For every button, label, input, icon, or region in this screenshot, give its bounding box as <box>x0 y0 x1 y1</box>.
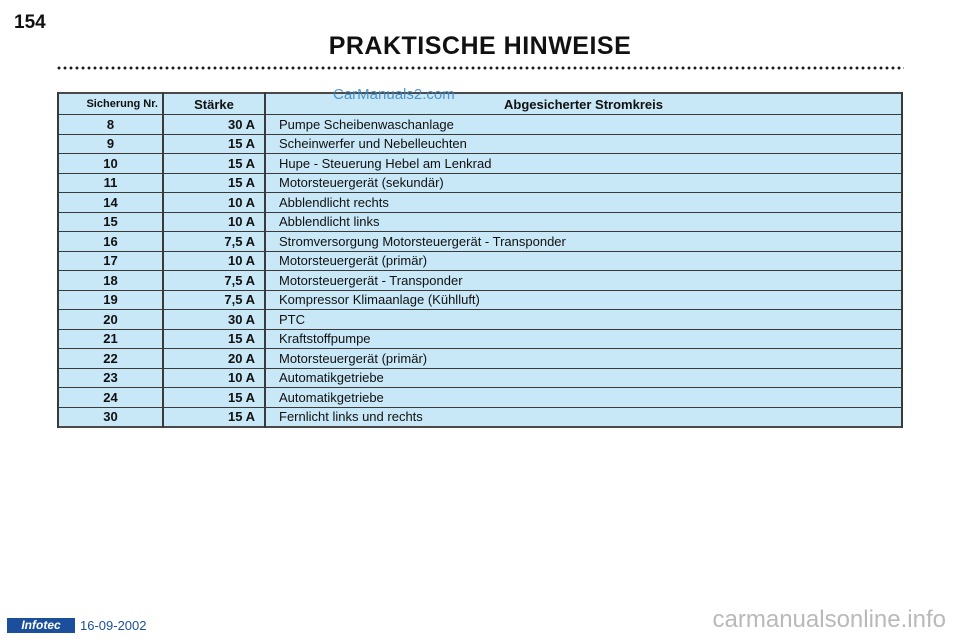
circuit-cell: Kompressor Klimaanlage (Kühlluft) <box>265 290 902 310</box>
amperage-cell: 30 A <box>163 115 265 135</box>
amperage-cell: 10 A <box>163 368 265 388</box>
fuse-nr-cell: 19 <box>58 290 163 310</box>
circuit-cell: Abblendlicht rechts <box>265 193 902 213</box>
header-amperage: Stärke <box>163 93 265 115</box>
fuse-nr-cell: 15 <box>58 212 163 232</box>
amperage-cell: 15 A <box>163 388 265 408</box>
circuit-cell: Motorsteuergerät (sekundär) <box>265 173 902 193</box>
amperage-cell: 7,5 A <box>163 232 265 252</box>
fuse-table-body <box>58 115 902 428</box>
fuse-nr-cell: 11 <box>58 173 163 193</box>
amperage-cell: 15 A <box>163 154 265 174</box>
amperage-cell: 7,5 A <box>163 290 265 310</box>
table-row <box>58 173 902 193</box>
amperage-cell: 15 A <box>163 173 265 193</box>
circuit-cell: Motorsteuergerät (primär) <box>265 349 902 369</box>
fuse-table <box>57 92 903 428</box>
page-title: PRAKTISCHE HINWEISE <box>328 32 632 60</box>
table-row <box>58 349 902 369</box>
table-row <box>58 310 902 330</box>
amperage-cell: 10 A <box>163 193 265 213</box>
table-row <box>58 388 902 408</box>
footer-date: 16-09-2002 <box>80 618 147 633</box>
watermark-bottom: carmanualsonline.info <box>712 606 946 633</box>
page-number: 154 <box>14 12 46 33</box>
circuit-cell: Motorsteuergerät - Transponder <box>265 271 902 291</box>
circuit-cell: Abblendlicht links <box>265 212 902 232</box>
table-row <box>58 154 902 174</box>
header-circuit: Abgesicherter Stromkreis <box>265 93 902 115</box>
amperage-cell: 15 A <box>163 329 265 349</box>
circuit-cell: Motorsteuergerät (primär) <box>265 251 902 271</box>
fuse-nr-cell: 20 <box>58 310 163 330</box>
fuse-nr-cell: 17 <box>58 251 163 271</box>
amperage-cell: 15 A <box>163 407 265 427</box>
circuit-cell: Stromversorgung Motorsteuergerät - Transponder <box>265 232 902 252</box>
header-fuse-nr: Sicherung Nr. <box>58 93 163 115</box>
amperage-cell: 10 A <box>163 251 265 271</box>
table-row <box>58 134 902 154</box>
circuit-cell: PTC <box>265 310 902 330</box>
amperage-cell: 20 A <box>163 349 265 369</box>
watermark-top: CarManuals2.com <box>333 86 455 103</box>
fuse-nr-cell: 14 <box>58 193 163 213</box>
circuit-cell: Fernlicht links und rechts <box>265 407 902 427</box>
table-row <box>58 251 902 271</box>
fuse-nr-cell: 22 <box>58 349 163 369</box>
fuse-nr-cell: 8 <box>58 115 163 135</box>
amperage-cell: 30 A <box>163 310 265 330</box>
table-row <box>58 271 902 291</box>
fuse-nr-cell: 10 <box>58 154 163 174</box>
fuse-nr-cell: 23 <box>58 368 163 388</box>
table-row <box>58 368 902 388</box>
table-row <box>58 407 902 427</box>
table-row <box>58 232 902 252</box>
table-row <box>58 329 902 349</box>
amperage-cell: 10 A <box>163 212 265 232</box>
dotted-divider <box>56 66 904 70</box>
table-row <box>58 193 902 213</box>
fuse-nr-cell: 21 <box>58 329 163 349</box>
fuse-nr-cell: 18 <box>58 271 163 291</box>
circuit-cell: Hupe - Steuerung Hebel am Lenkrad <box>265 154 902 174</box>
infotec-logo: Infotec <box>7 618 75 633</box>
table-header-row <box>58 93 902 115</box>
fuse-nr-cell: 24 <box>58 388 163 408</box>
circuit-cell: Automatikgetriebe <box>265 388 902 408</box>
fuse-nr-cell: 9 <box>58 134 163 154</box>
fuse-nr-cell: 30 <box>58 407 163 427</box>
table-row <box>58 115 902 135</box>
circuit-cell: Scheinwerfer und Nebelleuchten <box>265 134 902 154</box>
circuit-cell: Pumpe Scheibenwaschanlage <box>265 115 902 135</box>
fuse-nr-cell: 16 <box>58 232 163 252</box>
table-row <box>58 290 902 310</box>
table-row <box>58 212 902 232</box>
circuit-cell: Kraftstoffpumpe <box>265 329 902 349</box>
amperage-cell: 7,5 A <box>163 271 265 291</box>
amperage-cell: 15 A <box>163 134 265 154</box>
circuit-cell: Automatikgetriebe <box>265 368 902 388</box>
